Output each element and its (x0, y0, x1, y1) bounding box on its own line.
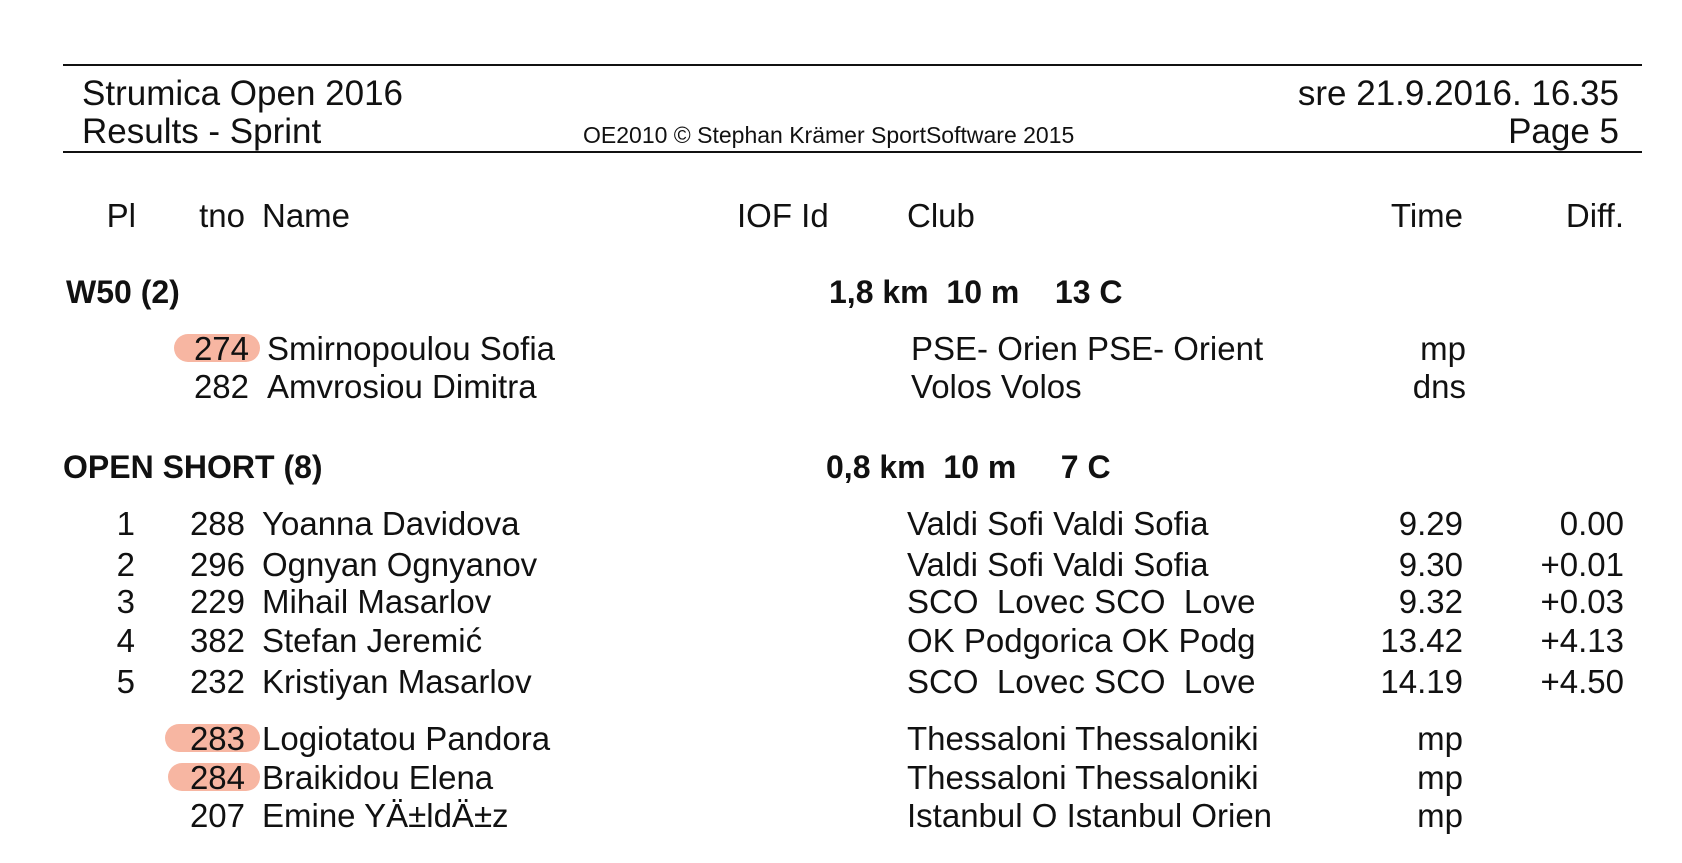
result-time: mp (1420, 330, 1466, 367)
result-tno: 296 (189, 546, 245, 583)
result-club: OK Podgorica OK Podg (907, 622, 1256, 659)
result-club: Volos Volos (911, 368, 1082, 405)
result-name: Ognyan Ognyanov (262, 546, 538, 583)
col-header-diff: Diff. (1565, 197, 1624, 234)
result-tno: 229 (189, 583, 245, 620)
group-course-info: 0,8 km 10 m 7 C (826, 449, 1111, 485)
result-name: Yoanna Davidova (262, 505, 520, 542)
result-club: Valdi Sofi Valdi Sofia (907, 546, 1209, 583)
result-diff: 0.00 (1559, 505, 1624, 542)
result-tno: 232 (189, 663, 245, 700)
result-tno: 207 (189, 797, 245, 834)
result-name: Kristiyan Masarlov (262, 663, 532, 700)
group-course-info: 1,8 km 10 m 13 C (829, 274, 1123, 310)
col-header-name: Name (262, 197, 351, 234)
result-time: mp (1417, 759, 1463, 796)
header-bottom-rule (63, 151, 1642, 153)
result-name: Stefan Jeremić (262, 622, 483, 659)
result-place: 5 (116, 663, 135, 700)
group-title: OPEN SHORT (8) (63, 449, 323, 485)
results-subtitle: Results - Sprint (82, 112, 322, 151)
col-header-time: Time (1390, 197, 1463, 234)
result-time: mp (1417, 720, 1463, 757)
print-datetime: sre 21.9.2016. 16.35 (1297, 74, 1619, 113)
result-time: 9.29 (1398, 505, 1463, 542)
result-time: 9.30 (1398, 546, 1463, 583)
col-header-iof-id: IOF Id (737, 197, 829, 234)
result-club: Thessaloni Thessaloniki (907, 720, 1259, 757)
result-tno: 284 (189, 759, 245, 796)
page-number: Page 5 (1508, 112, 1619, 151)
result-time: dns (1412, 368, 1466, 405)
result-name: Emine YÄ±ldÄ±z (262, 797, 509, 834)
result-name: Smirnopoulou Sofia (267, 330, 556, 367)
result-tno: 282 (193, 368, 249, 405)
result-diff: +4.50 (1540, 663, 1624, 700)
result-club: SCO Lovec SCO Love (907, 583, 1256, 620)
result-name: Braikidou Elena (262, 759, 494, 796)
result-club: PSE- Orien PSE- Orient (911, 330, 1264, 367)
result-diff: +0.03 (1540, 583, 1624, 620)
result-diff: +4.13 (1540, 622, 1624, 659)
result-name: Mihail Masarlov (262, 583, 492, 620)
col-header-tno: tno (199, 197, 245, 234)
result-time: mp (1417, 797, 1463, 834)
top-rule (63, 64, 1642, 66)
event-title: Strumica Open 2016 (82, 74, 404, 113)
result-place: 4 (116, 622, 135, 659)
result-diff: +0.01 (1540, 546, 1624, 583)
result-tno: 288 (189, 505, 245, 542)
col-header-club: Club (907, 197, 975, 234)
result-club: SCO Lovec SCO Love (907, 663, 1256, 700)
col-header-pl: Pl (106, 197, 136, 234)
result-place: 3 (116, 583, 135, 620)
result-tno: 283 (189, 720, 245, 757)
result-name: Logiotatou Pandora (262, 720, 551, 757)
result-name: Amvrosiou Dimitra (267, 368, 537, 405)
group-title: W50 (2) (66, 274, 180, 310)
result-tno: 274 (193, 330, 249, 367)
result-time: 9.32 (1398, 583, 1463, 620)
result-club: Valdi Sofi Valdi Sofia (907, 505, 1209, 542)
result-club: Istanbul O Istanbul Orien (907, 797, 1273, 834)
result-tno: 382 (189, 622, 245, 659)
result-club: Thessaloni Thessaloniki (907, 759, 1259, 796)
result-time: 13.42 (1380, 622, 1463, 659)
result-place: 1 (116, 505, 135, 542)
copyright-notice: OE2010 © Stephan Krämer SportSoftware 2015 (583, 122, 1075, 148)
result-place: 2 (116, 546, 135, 583)
result-time: 14.19 (1380, 663, 1463, 700)
